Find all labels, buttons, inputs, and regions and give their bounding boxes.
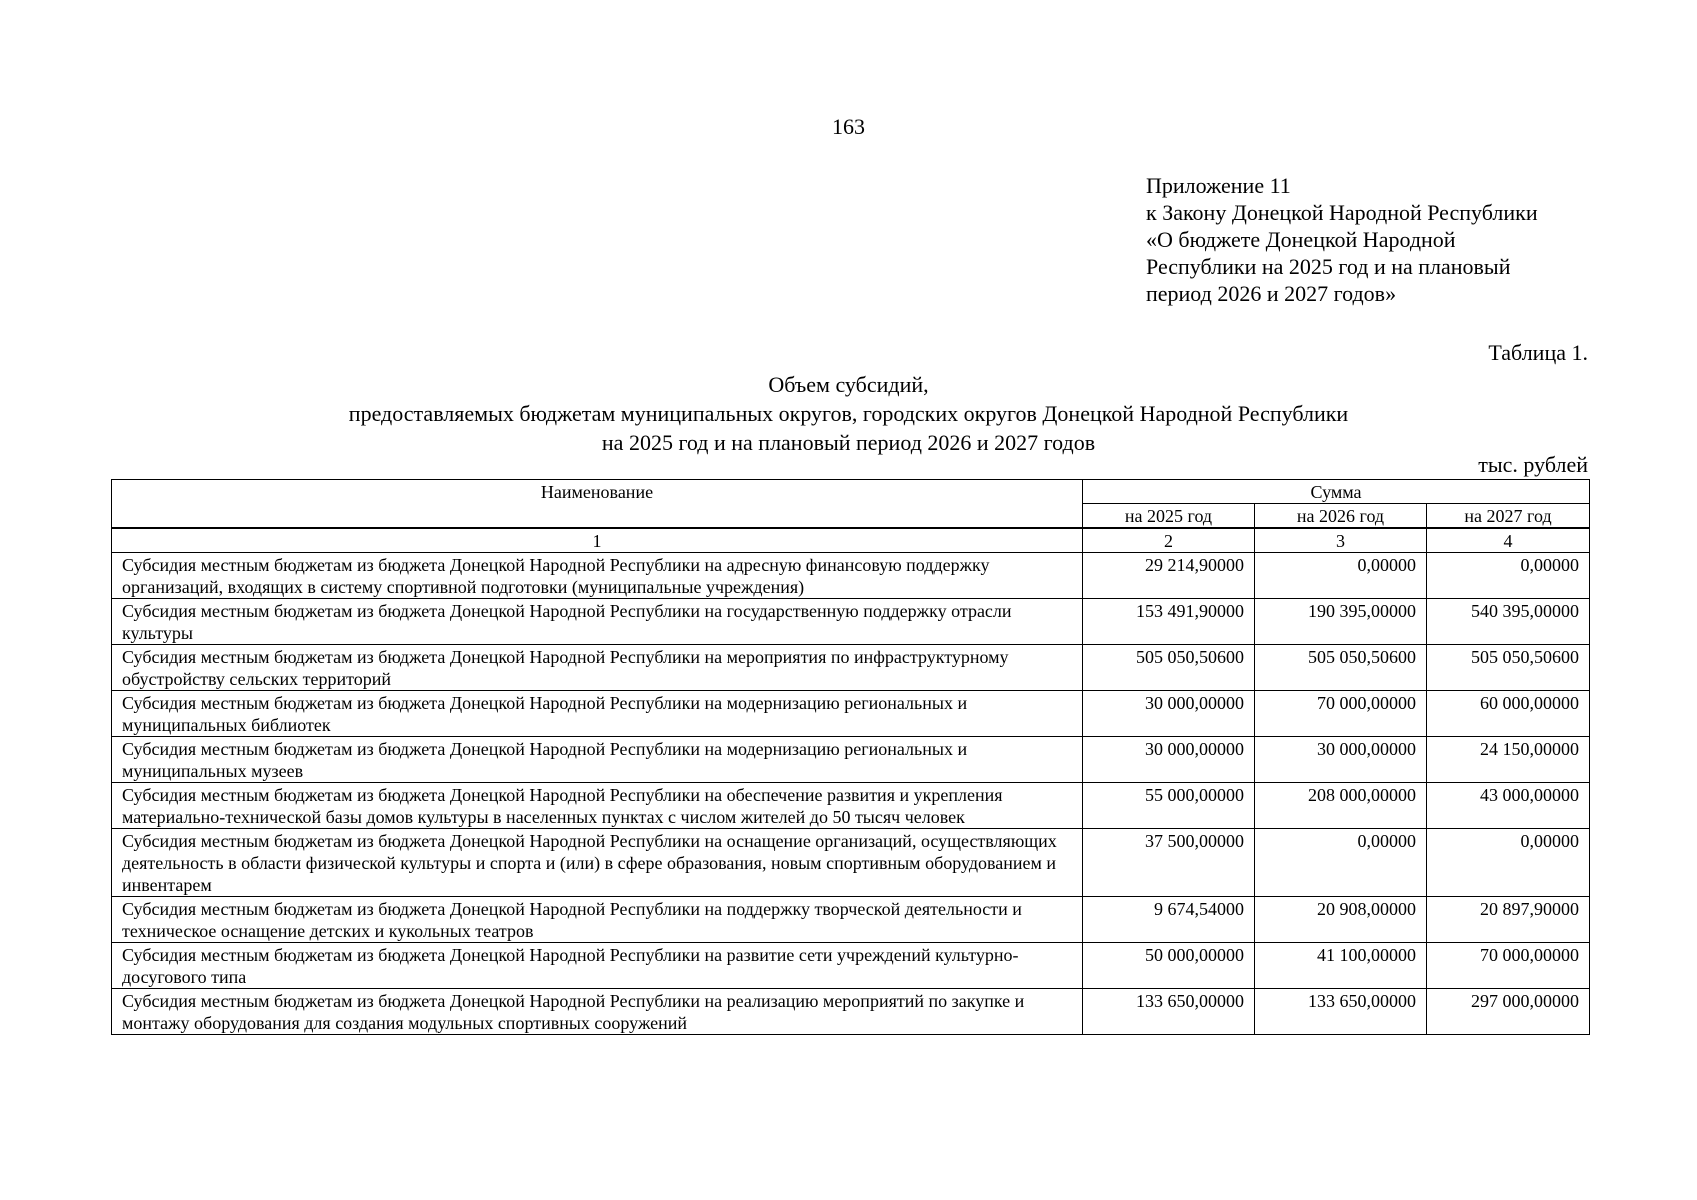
row-amount-2026: 505 050,50600	[1255, 645, 1427, 691]
header-year-2025: на 2025 год	[1083, 504, 1255, 529]
row-amount-2025: 37 500,00000	[1083, 829, 1255, 897]
table-label: Таблица 1.	[1488, 340, 1588, 365]
table-row	[112, 599, 1590, 645]
row-name: Субсидия местным бюджетам из бюджета Донецкой Народной Республики на обеспечение развития и укрепления материально-технической базы домов культуры в населенных пунктах с числом жителей до 50 тысяч человек	[112, 783, 1083, 829]
row-amount-2025: 30 000,00000	[1083, 737, 1255, 783]
table-row	[112, 553, 1590, 599]
row-amount-2026: 30 000,00000	[1255, 737, 1427, 783]
document-title	[0, 370, 1697, 457]
row-amount-2025: 153 491,90000	[1083, 599, 1255, 645]
row-amount-2027: 0,00000	[1427, 553, 1590, 599]
table-row	[112, 645, 1590, 691]
row-amount-2027: 43 000,00000	[1427, 783, 1590, 829]
column-number: 3	[1255, 528, 1427, 553]
row-amount-2025: 505 050,50600	[1083, 645, 1255, 691]
row-amount-2026: 208 000,00000	[1255, 783, 1427, 829]
page-number: 163	[832, 114, 865, 139]
subsidies-table	[111, 479, 1590, 1035]
row-amount-2025: 133 650,00000	[1083, 989, 1255, 1035]
appendix-line: период 2026 и 2027 годов»	[1146, 281, 1397, 306]
row-amount-2027: 60 000,00000	[1427, 691, 1590, 737]
title-line: Объем субсидий,	[768, 372, 929, 397]
table-row	[112, 897, 1590, 943]
row-amount-2027: 70 000,00000	[1427, 943, 1590, 989]
row-name: Субсидия местным бюджетам из бюджета Донецкой Народной Республики на реализацию мероприятий по закупке и монтажу оборудования для создания модульных спортивных сооружений	[112, 989, 1083, 1035]
title-line: на 2025 год и на плановый период 2026 и 2027 годов	[601, 430, 1096, 455]
row-amount-2026: 0,00000	[1255, 553, 1427, 599]
table-row	[112, 943, 1590, 989]
table-row	[112, 691, 1590, 737]
appendix-line: «О бюджете Донецкой Народной	[1146, 227, 1456, 252]
header-sum: Сумма	[1083, 480, 1590, 504]
row-amount-2025: 55 000,00000	[1083, 783, 1255, 829]
row-name: Субсидия местным бюджетам из бюджета Донецкой Народной Республики на оснащение организаций, осуществляющих деятельность в области физической культуры и спорта и (или) в сфере образования, новым спортивным оборудованием и инвентарем	[112, 829, 1083, 897]
row-amount-2026: 70 000,00000	[1255, 691, 1427, 737]
row-amount-2027: 297 000,00000	[1427, 989, 1590, 1035]
row-amount-2027: 505 050,50600	[1427, 645, 1590, 691]
row-name: Субсидия местным бюджетам из бюджета Донецкой Народной Республики на модернизацию региональных и муниципальных библиотек	[112, 691, 1083, 737]
row-amount-2027: 0,00000	[1427, 829, 1590, 897]
row-name: Субсидия местным бюджетам из бюджета Донецкой Народной Республики на адресную финансовую поддержку организаций, входящих в систему спортивной подготовки (муниципальные учреждения)	[112, 553, 1083, 599]
row-name: Субсидия местным бюджетам из бюджета Донецкой Народной Республики на мероприятия по инфраструктурному обустройству сельских территорий	[112, 645, 1083, 691]
row-name: Субсидия местным бюджетам из бюджета Донецкой Народной Республики на государственную поддержку отрасли культуры	[112, 599, 1083, 645]
row-amount-2026: 0,00000	[1255, 829, 1427, 897]
row-amount-2025: 30 000,00000	[1083, 691, 1255, 737]
header-name: Наименование	[112, 480, 1083, 529]
row-amount-2025: 29 214,90000	[1083, 553, 1255, 599]
column-numbers-row	[112, 528, 1590, 553]
header-year-2027: на 2027 год	[1427, 504, 1590, 529]
appendix-line: к Закону Донецкой Народной Республики	[1146, 200, 1538, 225]
row-amount-2025: 50 000,00000	[1083, 943, 1255, 989]
row-name: Субсидия местным бюджетам из бюджета Донецкой Народной Республики на развитие сети учреждений культурно-досугового типа	[112, 943, 1083, 989]
row-amount-2026: 41 100,00000	[1255, 943, 1427, 989]
row-name: Субсидия местным бюджетам из бюджета Донецкой Народной Республики на поддержку творческой деятельности и техническое оснащение детских и кукольных театров	[112, 897, 1083, 943]
title-line: предоставляемых бюджетам муниципальных округов, городских округов Донецкой Народной Республики	[348, 401, 1349, 426]
row-amount-2026: 20 908,00000	[1255, 897, 1427, 943]
row-amount-2027: 540 395,00000	[1427, 599, 1590, 645]
column-number: 1	[112, 528, 1083, 553]
unit-label: тыс. рублей	[1478, 452, 1588, 477]
appendix-line: Республики на 2025 год и на плановый	[1146, 254, 1511, 279]
column-number: 4	[1427, 528, 1590, 553]
table-row	[112, 737, 1590, 783]
row-name: Субсидия местным бюджетам из бюджета Донецкой Народной Республики на модернизацию региональных и муниципальных музеев	[112, 737, 1083, 783]
appendix-line: Приложение 11	[1146, 173, 1291, 198]
row-amount-2025: 9 674,54000	[1083, 897, 1255, 943]
row-amount-2026: 190 395,00000	[1255, 599, 1427, 645]
table-row	[112, 783, 1590, 829]
column-number: 2	[1083, 528, 1255, 553]
row-amount-2027: 20 897,90000	[1427, 897, 1590, 943]
appendix-note	[1146, 172, 1616, 307]
header-year-2026: на 2026 год	[1255, 504, 1427, 529]
table-row	[112, 989, 1590, 1035]
table-row	[112, 829, 1590, 897]
row-amount-2027: 24 150,00000	[1427, 737, 1590, 783]
row-amount-2026: 133 650,00000	[1255, 989, 1427, 1035]
